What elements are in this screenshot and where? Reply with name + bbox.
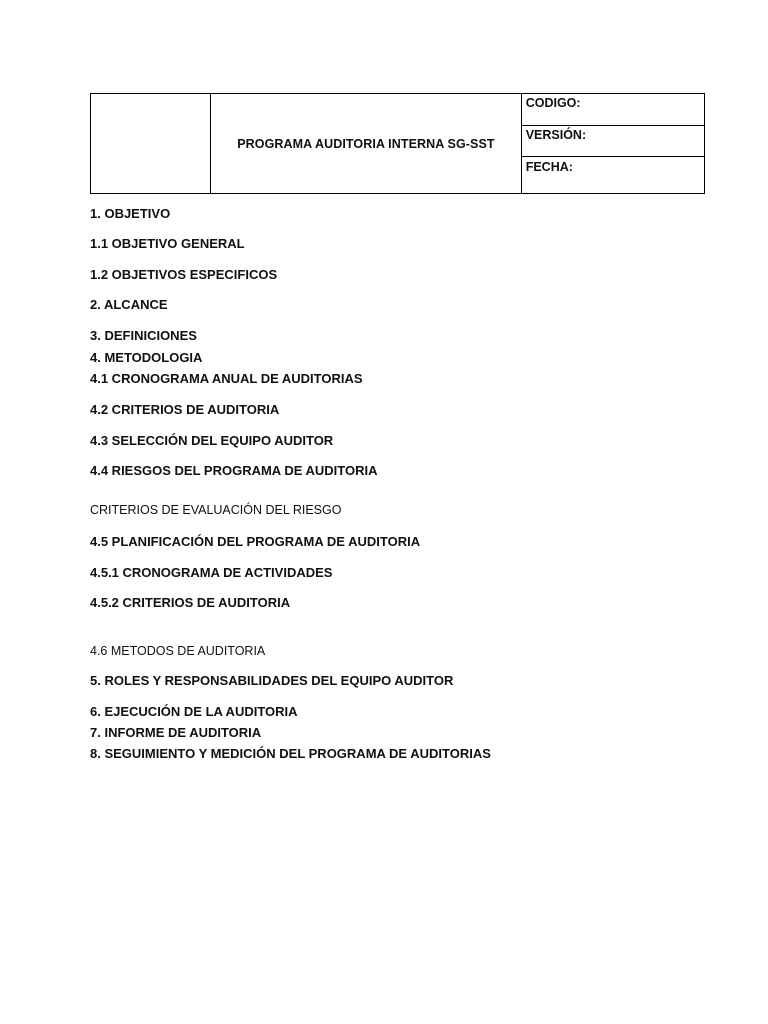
toc-item-seguimiento-medicion: 8. SEGUIMIENTO Y MEDICIÓN DEL PROGRAMA DE AUDITORIAS: [90, 746, 491, 761]
toc-item-criterios-auditoria: 4.2 CRITERIOS DE AUDITORIA: [90, 402, 280, 417]
toc-item-informe-auditoria: 7. INFORME DE AUDITORIA: [90, 725, 262, 740]
fecha-field: FECHA:: [521, 157, 704, 194]
codigo-field: CODIGO:: [521, 94, 704, 126]
toc-item-cronograma-actividades: 4.5.1 CRONOGRAMA DE ACTIVIDADES: [90, 565, 333, 580]
toc-item-ejecucion-auditoria: 6. EJECUCIÓN DE LA AUDITORIA: [90, 704, 298, 719]
toc-item-seleccion-equipo: 4.3 SELECCIÓN DEL EQUIPO AUDITOR: [90, 433, 334, 448]
logo-cell: [91, 94, 211, 194]
toc-item-metodos-auditoria: 4.6 METODOS DE AUDITORIA: [90, 644, 266, 658]
document-title: PROGRAMA AUDITORIA INTERNA SG-SST: [211, 94, 522, 194]
toc-item-criterios-auditoria-2: 4.5.2 CRITERIOS DE AUDITORIA: [90, 595, 291, 610]
toc-item-cronograma-anual: 4.1 CRONOGRAMA ANUAL DE AUDITORIAS: [90, 371, 363, 386]
toc-item-metodologia: 4. METODOLOGIA: [90, 350, 203, 365]
toc-item-planificacion-programa: 4.5 PLANIFICACIÓN DEL PROGRAMA DE AUDITORIA: [90, 534, 421, 549]
toc-item-roles-responsabilidades: 5. ROLES Y RESPONSABILIDADES DEL EQUIPO AUDITOR: [90, 673, 454, 688]
toc-item-objetivo-general: 1.1 OBJETIVO GENERAL: [90, 236, 245, 251]
toc-item-objetivos-especificos: 1.2 OBJETIVOS ESPECIFICOS: [90, 267, 278, 282]
toc-item-criterios-evaluacion-riesgo: CRITERIOS DE EVALUACIÓN DEL RIESGO: [90, 503, 342, 517]
toc-item-objetivo: 1. OBJETIVO: [90, 206, 171, 221]
toc-item-alcance: 2. ALCANCE: [90, 297, 168, 312]
toc-item-riesgos-programa: 4.4 RIESGOS DEL PROGRAMA DE AUDITORIA: [90, 463, 378, 478]
version-field: VERSIÓN:: [521, 126, 704, 157]
document-header-table: [90, 93, 705, 194]
toc-item-definiciones: 3. DEFINICIONES: [90, 328, 197, 343]
